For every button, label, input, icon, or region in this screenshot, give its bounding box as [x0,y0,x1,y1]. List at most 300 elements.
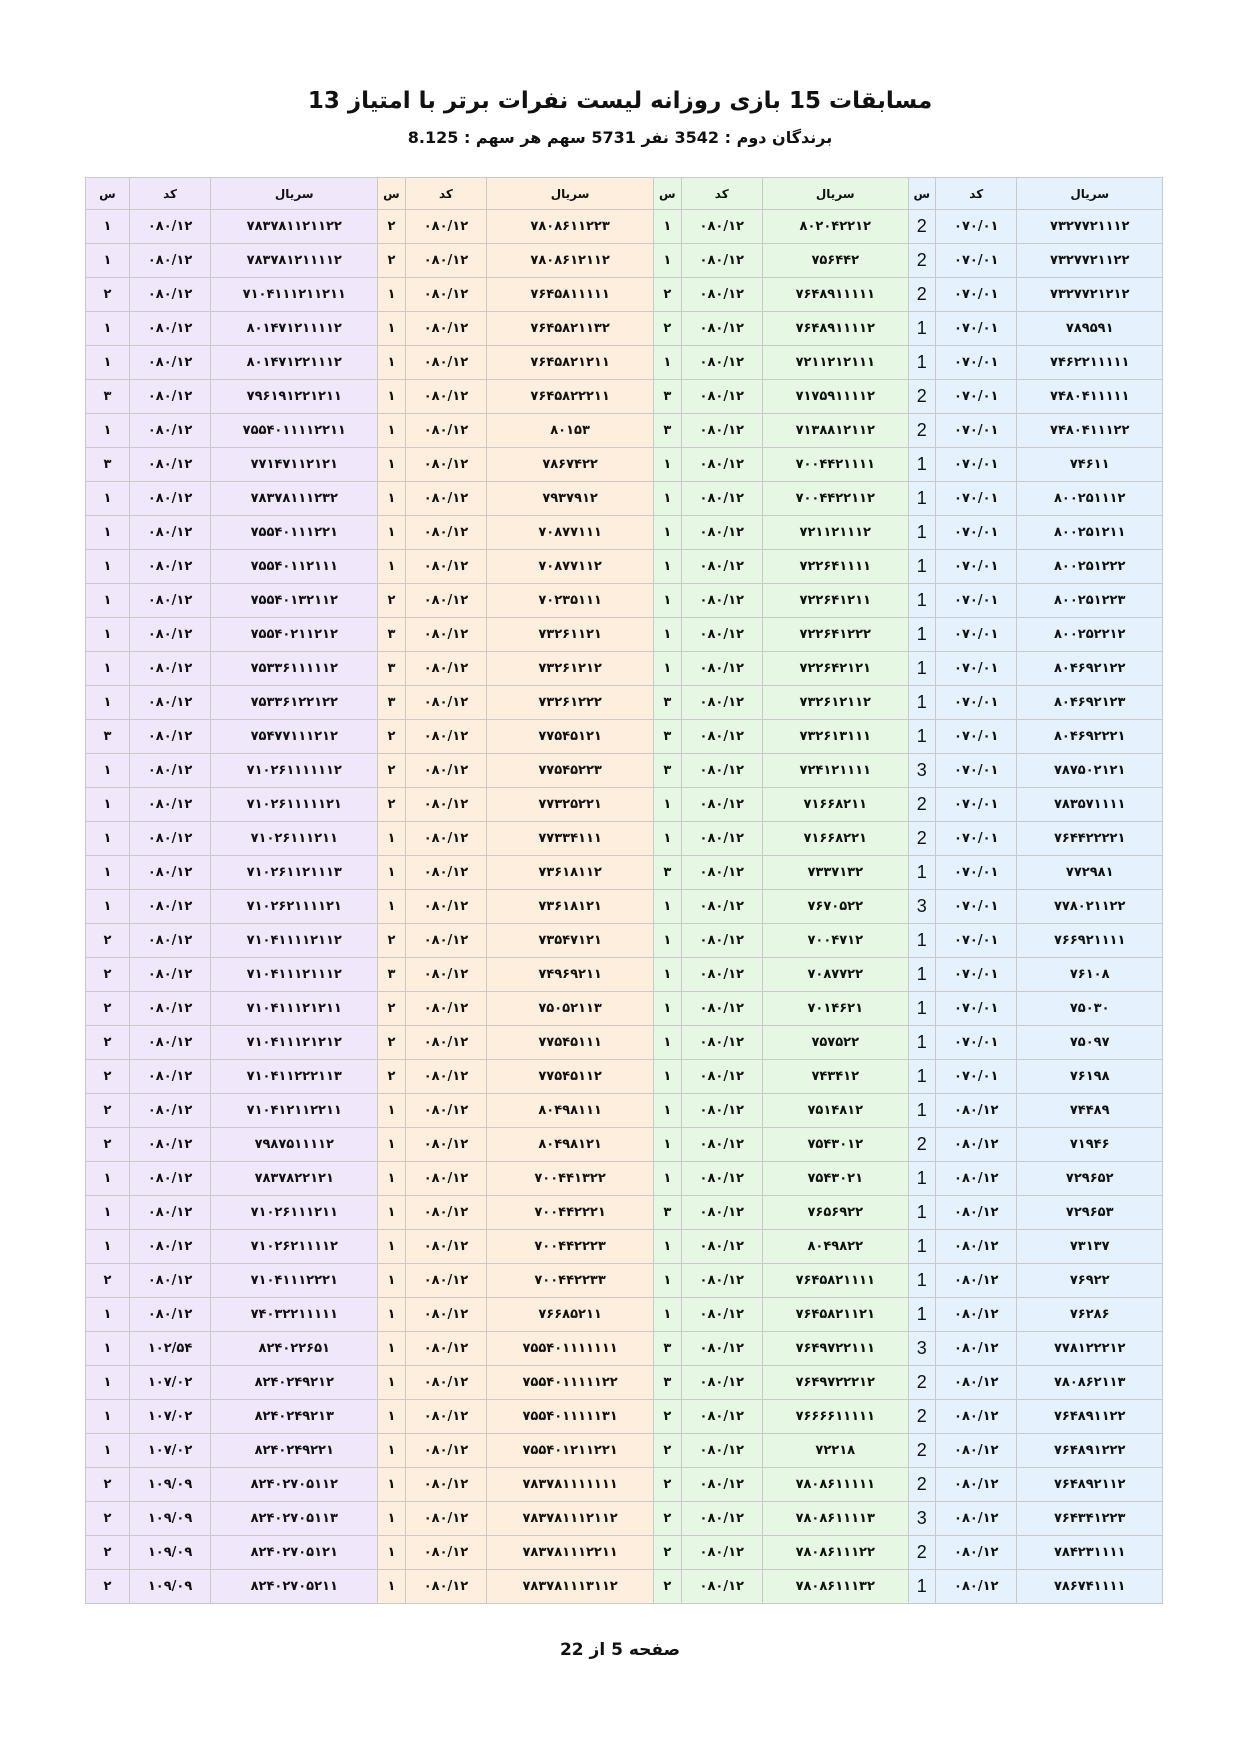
serial-cell: ۷۷۳۲۵۲۲۱ [487,788,654,822]
code-cell: ۰۸۰/۱۲ [405,210,486,244]
serial-cell: ۷۱۷۵۹۱۱۱۱۲ [762,380,908,414]
s-cell: 2 [908,278,935,312]
code-cell: ۰۸۰/۱۲ [129,278,210,312]
code-cell: ۰۸۰/۱۲ [936,1536,1017,1570]
s-cell: 3 [908,1332,935,1366]
serial-cell: ۷۸۴۲۳۱۱۱۱ [1017,1536,1163,1570]
code-cell: ۰۸۰/۱۲ [681,686,762,720]
code-cell: ۰۷۰/۰۱ [936,346,1017,380]
serial-cell: ۷۵۵۴۰۱۱۱۱۱۳۱ [487,1400,654,1434]
table-row [86,1298,1163,1332]
code-cell: ۰۸۰/۱۲ [936,1298,1017,1332]
code-cell: ۰۸۰/۱۲ [681,210,762,244]
code-cell: ۰۷۰/۰۱ [936,1060,1017,1094]
code-cell: ۱۰۹/۰۹ [129,1468,210,1502]
serial-cell: ۷۸۳۷۸۱۱۱۲۲۱۱ [487,1536,654,1570]
s-cell: ۱ [86,584,130,618]
serial-cell: ۷۵۵۴۰۱۲۱۱۲۲۱ [487,1434,654,1468]
serial-cell: ۷۵۵۴۰۱۱۱۱۱۱۱ [487,1332,654,1366]
s-cell: 1 [908,550,935,584]
serial-cell: ۷۸۰۸۶۱۱۱۳۲ [762,1570,908,1604]
serial-cell: ۷۳۲۶۱۲۲۲ [487,686,654,720]
code-cell: ۰۸۰/۱۲ [405,1060,486,1094]
serial-cell: ۷۱۰۴۱۲۱۱۲۲۱۱ [211,1094,378,1128]
code-cell: ۰۸۰/۱۲ [129,516,210,550]
serial-cell: ۷۱۶۶۸۲۱۱ [762,788,908,822]
code-cell: ۰۸۰/۱۲ [681,550,762,584]
s-cell: ۱ [86,1366,130,1400]
code-cell: ۰۷۰/۰۱ [936,652,1017,686]
s-cell: ۱ [378,1536,405,1570]
s-cell: ۱ [378,1332,405,1366]
table-row [86,1332,1163,1366]
code-cell: ۰۸۰/۱۲ [405,822,486,856]
code-cell: ۰۸۰/۱۲ [405,414,486,448]
serial-cell: ۷۳۱۳۷ [1017,1230,1163,1264]
serial-cell: ۷۱۰۲۶۲۱۱۱۱۲۱ [211,890,378,924]
serial-cell: ۷۸۰۸۶۱۱۱۱۱ [762,1468,908,1502]
code-cell: ۰۸۰/۱۲ [129,1298,210,1332]
serial-cell: ۷۱۶۶۸۲۲۱ [762,822,908,856]
code-cell: ۰۸۰/۱۲ [405,890,486,924]
code-cell: ۰۸۰/۱۲ [405,1536,486,1570]
s-cell: ۱ [378,550,405,584]
code-cell: ۰۷۰/۰۱ [936,584,1017,618]
code-cell: ۰۸۰/۱۲ [936,1570,1017,1604]
s-cell: ۱ [378,1570,405,1604]
serial-cell: ۸۰۱۴۷۱۲۲۱۱۱۲ [211,346,378,380]
serial-cell: ۷۱۰۴۱۱۲۲۲۱۱۳ [211,1060,378,1094]
s-cell: ۱ [378,1128,405,1162]
table-row [86,788,1163,822]
serial-cell: ۷۶۴۵۸۲۱۲۱۱ [487,346,654,380]
s-cell: ۱ [86,1332,130,1366]
s-cell: ۱ [86,210,130,244]
header-code-3: کد [405,178,486,210]
serial-cell: ۷۰۱۴۶۲۱ [762,992,908,1026]
s-cell: ۲ [86,1128,130,1162]
serial-cell: ۷۱۰۲۶۱۱۱۲۱۱ [211,822,378,856]
code-cell: ۰۸۰/۱۲ [405,550,486,584]
table-row [86,924,1163,958]
table-row [86,856,1163,890]
s-cell: ۱ [654,1026,681,1060]
s-cell: 2 [908,380,935,414]
serial-cell: ۷۰۲۳۵۱۱۱ [487,584,654,618]
serial-cell: ۸۰۴۶۹۲۲۲۱ [1017,720,1163,754]
header-s-2: س [654,178,681,210]
serial-cell: ۷۵۰۵۲۱۱۳ [487,992,654,1026]
s-cell: ۲ [378,720,405,754]
s-cell: ۳ [378,618,405,652]
s-cell: ۱ [86,1162,130,1196]
code-cell: ۰۸۰/۱۲ [936,1400,1017,1434]
s-cell: ۲ [378,210,405,244]
serial-cell: ۷۵۳۳۶۱۲۲۱۲۲ [211,686,378,720]
code-cell: ۱۰۹/۰۹ [129,1570,210,1604]
s-cell: ۱ [378,822,405,856]
s-cell: ۲ [654,1502,681,1536]
code-cell: ۰۸۰/۱۲ [129,890,210,924]
code-cell: ۰۸۰/۱۲ [681,1434,762,1468]
s-cell: ۱ [654,550,681,584]
code-cell: ۰۷۰/۰۱ [936,958,1017,992]
code-cell: ۰۸۰/۱۲ [129,652,210,686]
serial-cell: ۷۱۰۲۶۱۱۱۲۱۱ [211,1196,378,1230]
code-cell: ۰۸۰/۱۲ [405,720,486,754]
s-cell: ۱ [86,856,130,890]
header-s-3: س [378,178,405,210]
code-cell: ۰۸۰/۱۲ [405,1570,486,1604]
serial-cell: ۷۲۲۶۴۲۱۲۱ [762,652,908,686]
code-cell: ۰۸۰/۱۲ [129,618,210,652]
s-cell: ۲ [654,1570,681,1604]
serial-cell: ۷۷۵۴۵۱۲۱ [487,720,654,754]
code-cell: ۰۸۰/۱۲ [681,1298,762,1332]
serial-cell: ۷۵۴۳۰۲۱ [762,1162,908,1196]
s-cell: ۱ [378,482,405,516]
s-cell: ۱ [654,1128,681,1162]
serial-cell: ۷۰۰۴۴۱۳۲۲ [487,1162,654,1196]
serial-cell: ۷۰۰۴۴۲۲۱۱۲ [762,482,908,516]
s-cell: ۱ [378,346,405,380]
code-cell: ۰۸۰/۱۲ [405,958,486,992]
s-cell: ۱ [654,822,681,856]
s-cell: 2 [908,788,935,822]
code-cell: ۰۸۰/۱۲ [681,244,762,278]
code-cell: ۰۸۰/۱۲ [405,1026,486,1060]
code-cell: ۰۸۰/۱۲ [129,856,210,890]
s-cell: ۱ [86,346,130,380]
table-row [86,754,1163,788]
code-cell: ۰۸۰/۱۲ [681,1060,762,1094]
serial-cell: ۷۵۵۴۰۱۱۱۲۲۱ [211,516,378,550]
code-cell: ۰۷۰/۰۱ [936,618,1017,652]
code-cell: ۰۷۰/۰۱ [936,754,1017,788]
serial-cell: ۷۰۰۴۴۲۲۲۳ [487,1230,654,1264]
serial-cell: ۷۷۲۹۸۱ [1017,856,1163,890]
s-cell: ۱ [86,550,130,584]
code-cell: ۰۸۰/۱۲ [405,1230,486,1264]
s-cell: ۱ [378,516,405,550]
code-cell: ۰۸۰/۱۲ [129,414,210,448]
code-cell: ۰۸۰/۱۲ [681,516,762,550]
code-cell: ۰۸۰/۱۲ [681,312,762,346]
s-cell: ۱ [378,890,405,924]
s-cell: ۳ [86,448,130,482]
s-cell: ۱ [86,754,130,788]
table-row [86,1570,1163,1604]
serial-cell: ۷۵۵۴۰۲۱۱۲۱۲ [211,618,378,652]
header-serial-1: سریال [1017,178,1163,210]
serial-cell: ۷۱۰۴۱۱۱۲۲۲۱ [211,1264,378,1298]
code-cell: ۰۸۰/۱۲ [405,482,486,516]
serial-cell: ۷۵۷۵۲۲ [762,1026,908,1060]
s-cell: ۲ [378,754,405,788]
serial-cell: ۷۸۳۷۸۱۱۲۱۱۲۲ [211,210,378,244]
table-row [86,1264,1163,1298]
header-s-4: س [86,178,130,210]
serial-cell: ۷۳۲۶۱۱۲۱ [487,618,654,652]
code-cell: ۰۷۰/۰۱ [936,482,1017,516]
s-cell: ۲ [654,278,681,312]
code-cell: ۰۸۰/۱۲ [681,652,762,686]
serial-cell: ۷۲۱۱۲۱۲۱۱۱ [762,346,908,380]
code-cell: ۰۸۰/۱۲ [129,1060,210,1094]
serial-cell: ۷۰۰۴۴۲۲۲۱ [487,1196,654,1230]
code-cell: ۰۸۰/۱۲ [405,618,486,652]
serial-cell: ۷۸۳۷۸۲۲۱۲۱ [211,1162,378,1196]
serial-cell: ۷۶۶۶۶۱۱۱۱۱ [762,1400,908,1434]
code-cell: ۰۸۰/۱۲ [405,1264,486,1298]
serial-cell: ۷۴۶۱۱ [1017,448,1163,482]
s-cell: ۲ [378,244,405,278]
s-cell: ۱ [654,448,681,482]
table-row [86,380,1163,414]
serial-cell: ۷۶۴۹۷۲۲۲۱۲ [762,1366,908,1400]
serial-cell: ۷۸۳۵۷۱۱۱۱ [1017,788,1163,822]
s-cell: ۱ [378,1230,405,1264]
s-cell: ۲ [86,958,130,992]
code-cell: ۰۸۰/۱۲ [129,1230,210,1264]
code-cell: ۰۸۰/۱۲ [936,1094,1017,1128]
s-cell: 2 [908,1434,935,1468]
serial-cell: ۷۷۱۴۷۱۱۲۱۲۱ [211,448,378,482]
s-cell: 1 [908,312,935,346]
code-cell: ۰۷۰/۰۱ [936,890,1017,924]
s-cell: ۲ [86,924,130,958]
serial-cell: ۷۹۳۷۹۱۲ [487,482,654,516]
serial-cell: ۷۱۳۸۸۱۲۱۱۲ [762,414,908,448]
code-cell: ۰۸۰/۱۲ [681,924,762,958]
s-cell: ۱ [378,380,405,414]
code-cell: ۰۷۰/۰۱ [936,788,1017,822]
code-cell: ۰۸۰/۱۲ [681,1196,762,1230]
s-cell: ۳ [378,686,405,720]
serial-cell: ۷۳۲۶۱۲۱۱۲ [762,686,908,720]
serial-cell: ۷۶۴۸۹۱۱۲۲ [1017,1400,1163,1434]
code-cell: ۰۷۰/۰۱ [936,924,1017,958]
code-cell: ۰۸۰/۱۲ [129,550,210,584]
table-row [86,618,1163,652]
s-cell: ۲ [654,312,681,346]
table-row [86,1026,1163,1060]
serial-cell: ۷۵۵۴۰۱۱۲۱۱۱ [211,550,378,584]
s-cell: 1 [908,1298,935,1332]
code-cell: ۰۸۰/۱۲ [405,686,486,720]
table-row [86,1400,1163,1434]
s-cell: ۲ [86,1094,130,1128]
serial-cell: ۷۵۴۷۷۱۱۱۲۱۲ [211,720,378,754]
s-cell: 1 [908,924,935,958]
serial-cell: ۷۲۹۶۵۳ [1017,1196,1163,1230]
code-cell: ۰۷۰/۰۱ [936,720,1017,754]
s-cell: 1 [908,584,935,618]
code-cell: ۰۸۰/۱۲ [936,1468,1017,1502]
serial-cell: ۸۰۰۲۵۱۲۱۱ [1017,516,1163,550]
serial-cell: ۷۵۴۳۰۱۲ [762,1128,908,1162]
code-cell: ۰۷۰/۰۱ [936,550,1017,584]
code-cell: ۰۷۰/۰۱ [936,822,1017,856]
s-cell: ۳ [654,1196,681,1230]
code-cell: ۰۸۰/۱۲ [936,1264,1017,1298]
s-cell: ۱ [378,448,405,482]
s-cell: 3 [908,1502,935,1536]
s-cell: ۲ [86,1060,130,1094]
serial-cell: ۷۳۵۴۷۱۲۱ [487,924,654,958]
code-cell: ۰۸۰/۱۲ [681,482,762,516]
code-cell: ۰۸۰/۱۲ [129,924,210,958]
code-cell: ۰۸۰/۱۲ [405,1128,486,1162]
s-cell: 1 [908,1094,935,1128]
code-cell: ۱۰۹/۰۹ [129,1536,210,1570]
s-cell: ۳ [654,380,681,414]
serial-cell: ۷۰۰۴۴۲۲۳۳ [487,1264,654,1298]
s-cell: ۱ [654,584,681,618]
code-cell: ۰۷۰/۰۱ [936,244,1017,278]
serial-cell: ۷۲۱۱۲۱۱۱۲ [762,516,908,550]
table-row [86,1162,1163,1196]
code-cell: ۰۸۰/۱۲ [405,1366,486,1400]
table-row [86,210,1163,244]
s-cell: ۱ [86,890,130,924]
table-row [86,1502,1163,1536]
code-cell: ۰۸۰/۱۲ [129,1026,210,1060]
header-code-1: کد [936,178,1017,210]
code-cell: ۰۷۰/۰۱ [936,278,1017,312]
code-cell: ۰۸۰/۱۲ [681,1264,762,1298]
serial-cell: ۷۱۰۴۱۱۱۲۱۲۱۱ [211,992,378,1026]
s-cell: ۱ [86,788,130,822]
code-cell: ۰۸۰/۱۲ [405,584,486,618]
serial-cell: ۷۶۹۲۲ [1017,1264,1163,1298]
serial-cell: ۷۸۰۸۶۱۱۱۲۲ [762,1536,908,1570]
code-cell: ۰۸۰/۱۲ [936,1230,1017,1264]
s-cell: ۱ [654,482,681,516]
serial-cell: ۷۸۶۷۴۱۱۱۱ [1017,1570,1163,1604]
s-cell: ۱ [86,1400,130,1434]
serial-cell: ۷۲۹۶۵۲ [1017,1162,1163,1196]
s-cell: ۳ [654,1332,681,1366]
s-cell: 1 [908,448,935,482]
serial-cell: ۷۹۸۷۵۱۱۱۱۲ [211,1128,378,1162]
serial-cell: ۸۰۴۹۸۲۲ [762,1230,908,1264]
page-number: صفحه 5 از 22 [559,1640,681,1660]
serial-cell: ۷۱۰۴۱۱۱۲۱۲۱۲ [211,1026,378,1060]
code-cell: ۰۸۰/۱۲ [129,244,210,278]
code-cell: ۰۸۰/۱۲ [681,1230,762,1264]
s-cell: 1 [908,992,935,1026]
table-row [86,448,1163,482]
s-cell: ۲ [86,1468,130,1502]
s-cell: ۲ [86,1536,130,1570]
s-cell: ۱ [378,1400,405,1434]
code-cell: ۰۸۰/۱۲ [405,448,486,482]
serial-cell: ۷۲۲۶۴۱۱۱۱ [762,550,908,584]
code-cell: ۰۸۰/۱۲ [129,584,210,618]
s-cell: 1 [908,482,935,516]
code-cell: ۰۷۰/۰۱ [936,380,1017,414]
table-row [86,312,1163,346]
serial-cell: ۷۷۸۱۲۲۲۱۲ [1017,1332,1163,1366]
serial-cell: ۷۶۴۳۴۱۲۲۳ [1017,1502,1163,1536]
serial-cell: ۷۷۸۰۲۱۱۲۲ [1017,890,1163,924]
table-row [86,244,1163,278]
serial-cell: ۷۸۹۵۹۱ [1017,312,1163,346]
code-cell: ۰۸۰/۱۲ [405,652,486,686]
serial-cell: ۷۲۲۶۴۱۲۲۲ [762,618,908,652]
s-cell: 1 [908,618,935,652]
page-title: مسابقات 15 بازی روزانه لیست نفرات برتر با امتیاز 13 [307,88,933,114]
serial-cell: ۷۶۵۶۹۲۲ [762,1196,908,1230]
code-cell: ۰۸۰/۱۲ [681,822,762,856]
table-row [86,346,1163,380]
serial-cell: ۷۶۴۵۸۲۱۱۲۱ [762,1298,908,1332]
serial-cell: ۷۳۲۷۷۲۱۱۱۲ [1017,210,1163,244]
code-cell: ۰۸۰/۱۲ [681,1366,762,1400]
serial-cell: ۷۶۴۵۸۱۱۱۱۱ [487,278,654,312]
code-cell: ۰۷۰/۰۱ [936,686,1017,720]
s-cell: ۲ [654,1468,681,1502]
code-cell: ۰۸۰/۱۲ [129,448,210,482]
s-cell: ۳ [86,380,130,414]
code-cell: ۰۸۰/۱۲ [681,414,762,448]
s-cell: ۱ [654,516,681,550]
code-cell: ۰۸۰/۱۲ [681,754,762,788]
serial-cell: ۸۲۴۰۲۷۰۵۱۱۲ [211,1468,378,1502]
s-cell: 1 [908,720,935,754]
table-row [86,414,1163,448]
serial-cell: ۷۳۲۷۷۲۱۱۲۲ [1017,244,1163,278]
serial-cell: ۷۰۸۷۷۲۲ [762,958,908,992]
serial-cell: ۷۷۳۳۴۱۱۱ [487,822,654,856]
s-cell: ۳ [654,754,681,788]
serial-cell: ۷۷۵۴۵۱۱۲ [487,1060,654,1094]
code-cell: ۰۸۰/۱۲ [405,754,486,788]
s-cell: 1 [908,1060,935,1094]
code-cell: ۰۸۰/۱۲ [681,448,762,482]
code-cell: ۰۸۰/۱۲ [681,1332,762,1366]
s-cell: 2 [908,244,935,278]
serial-cell: ۷۱۰۲۶۱۱۱۱۱۱۲ [211,754,378,788]
table-row [86,958,1163,992]
serial-cell: ۷۸۰۸۶۲۱۱۳ [1017,1366,1163,1400]
s-cell: 1 [908,958,935,992]
s-cell: ۱ [86,652,130,686]
code-cell: ۰۸۰/۱۲ [405,346,486,380]
s-cell: ۲ [86,278,130,312]
s-cell: ۱ [654,958,681,992]
s-cell: ۱ [654,346,681,380]
table-row [86,822,1163,856]
code-cell: ۰۸۰/۱۲ [405,1162,486,1196]
serial-cell: ۷۵۶۴۴۲ [762,244,908,278]
s-cell: ۲ [654,1434,681,1468]
s-cell: ۱ [654,1060,681,1094]
serial-cell: ۷۰۸۷۷۱۱۲ [487,550,654,584]
s-cell: ۱ [86,1298,130,1332]
code-cell: ۰۸۰/۱۲ [405,516,486,550]
code-cell: ۰۸۰/۱۲ [405,1468,486,1502]
s-cell: ۱ [378,1264,405,1298]
s-cell: ۱ [654,244,681,278]
serial-cell: ۷۳۶۱۸۱۱۲ [487,856,654,890]
serial-cell: ۷۸۰۸۶۱۲۱۱۲ [487,244,654,278]
serial-cell: ۷۴۶۲۲۱۱۱۱۱ [1017,346,1163,380]
serial-cell: ۷۱۰۲۶۱۱۲۱۱۱۳ [211,856,378,890]
serial-cell: ۷۰۸۷۷۱۱۱ [487,516,654,550]
s-cell: ۱ [654,618,681,652]
